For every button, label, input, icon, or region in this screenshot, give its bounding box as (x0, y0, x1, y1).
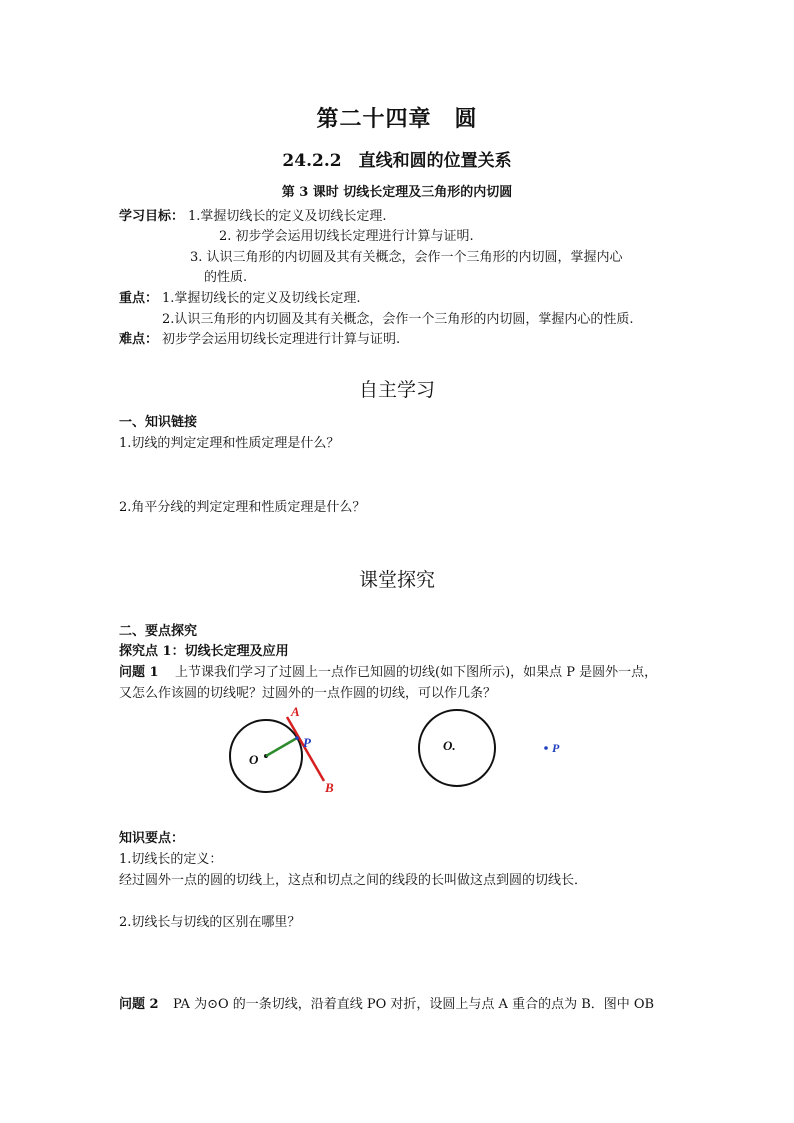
chapter-title: 第二十四章 圆 (316, 106, 478, 132)
knowledge-heading: 知识要点： (119, 831, 185, 846)
key-explore-subheading: 二、要点探究 (119, 624, 198, 639)
explore-point-1: 探究点 1：切线长定理及应用 (119, 644, 289, 659)
definition-text: 经过圆外一点的圆的切线上，这点和切点之间的线段的长叫做这点到圆的切线长． (119, 873, 588, 888)
section-title: 24.2.2 直线和圆的位置关系 (282, 151, 512, 171)
label-a: A (291, 704, 300, 719)
label-p: P (303, 735, 311, 750)
problem-1-line2: 又怎么作该圆的切线呢？过圆外的一点作圆的切线，可以作几条？ (119, 686, 497, 701)
objective-1: 1.掌握切线长的定义及切线长定理. (188, 209, 387, 224)
lesson-title: 第 3 课时 切线长定理及三角形的内切圆 (281, 185, 513, 200)
problem-2-label: 问题 2 (119, 997, 159, 1012)
knowledge-link-subheading: 一、知识链接 (119, 415, 198, 430)
label-o: O (249, 752, 259, 767)
label-o-right: O. (443, 738, 456, 753)
label-b: B (325, 780, 334, 795)
difficult-text: 初步学会运用切线长定理进行计算与证明. (162, 332, 401, 347)
class-explore-heading: 课堂探究 (358, 569, 435, 591)
objective-3-line1: 3. 认识三角形的内切圆及其有关概念，会作一个三角形的内切圆，掌握内心 (190, 250, 623, 265)
knowledge-question-2: 2.切线长与切线的区别在哪里？ (119, 915, 301, 930)
objective-3-line2: 的性质. (204, 270, 248, 285)
self-study-heading: 自主学习 (358, 379, 435, 401)
external-point-p (544, 746, 548, 750)
key-point-2: 2.认识三角形的内切圆及其有关概念，会作一个三角形的内切圆，掌握内心的性质. (162, 312, 634, 327)
difficult-label: 难点： (119, 332, 159, 347)
objectives-label: 学习目标： (119, 209, 185, 224)
label-p-right: P (552, 741, 560, 755)
objective-2: 2. 初步学会运用切线长定理进行计算与证明. (219, 229, 474, 244)
problem-2-text: PA 为⊙O 的一条切线，沿着直线 PO 对折，设圆上与点 A 重合的点为 B．图中 OB (173, 997, 655, 1012)
question-1: 1.切线的判定定理和性质定理是什么？ (119, 436, 340, 451)
definition-label: 1.切线长的定义： (119, 852, 223, 867)
key-point-1: 1.掌握切线长的定义及切线长定理. (162, 291, 361, 306)
radius-segment (266, 738, 297, 756)
tangent-point-p (295, 736, 299, 740)
circle-right (419, 710, 495, 786)
question-2: 2.角平分线的判定定理和性质定理是什么？ (119, 500, 366, 515)
key-points-label: 重点： (119, 291, 159, 306)
problem-1-label: 问题 1 (119, 665, 159, 680)
problem-1-line1: 上节课我们学习了过圆上一点作已知圆的切线(如下图所示)，如果点 P 是圆外一点， (175, 665, 658, 680)
tangent-figure (0, 695, 794, 805)
